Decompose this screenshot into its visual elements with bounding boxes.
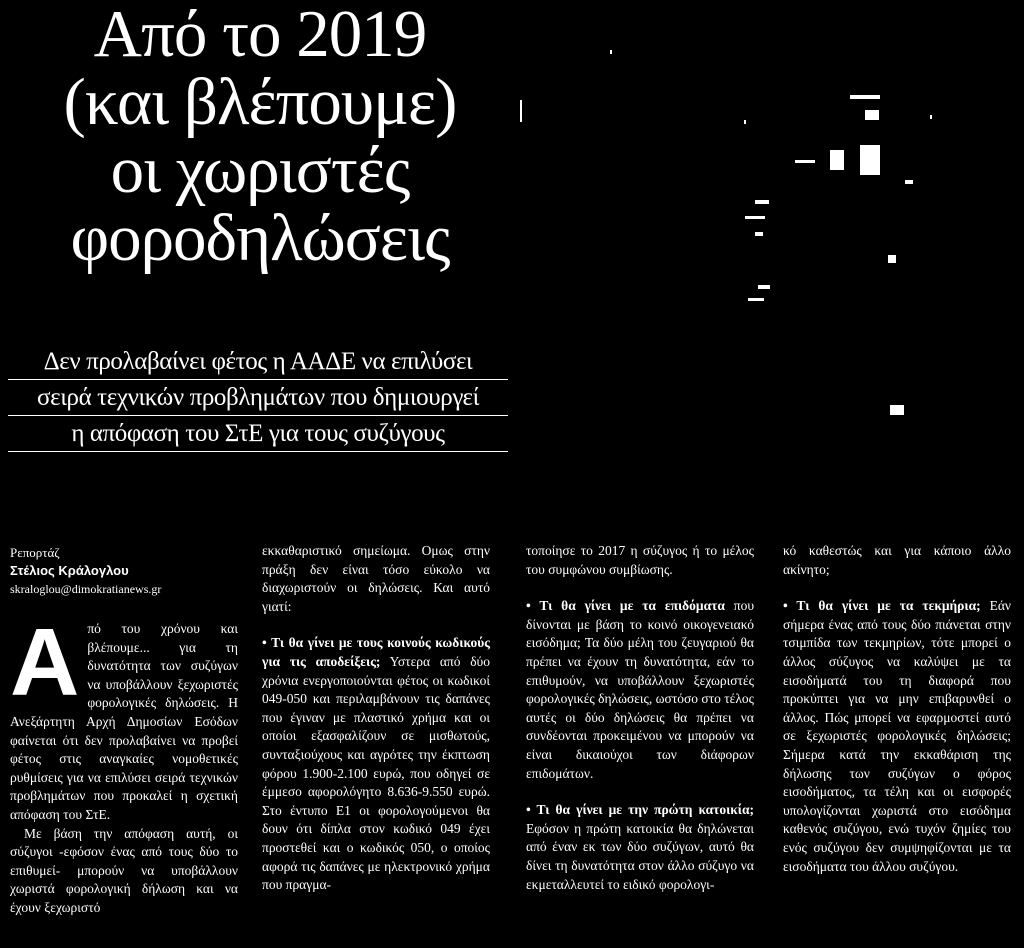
background-photo bbox=[520, 0, 1024, 520]
paragraph: εκκαθαριστικό σημείωμα. Ομως στην πράξη δεν είναι τόσο εύκολο να διαχωριστούν οι δηλώσεις. Και αυτό γιατί: bbox=[262, 543, 490, 614]
drop-cap: Α bbox=[10, 609, 80, 716]
byline bbox=[10, 544, 240, 598]
headline-line-1: Από το 2019 bbox=[93, 0, 427, 71]
subhead-line-2: σειρά τεχνικών προβλημάτων που δημιουργεί bbox=[8, 380, 508, 416]
paragraph: Με βάση την απόφαση αυτή, οι σύζυγοι -εφόσον ένας από τους δύο το επιθυμεί- μπορούν να υποβάλλουν χωριστά φορολογική δήλωση και να έχουν ξεχωριστό bbox=[10, 825, 238, 915]
article-column-3 bbox=[526, 542, 754, 894]
subhead-line-3: η απόφαση του ΣτΕ για τους συζύγους bbox=[8, 416, 508, 452]
article-column-4 bbox=[783, 542, 1011, 876]
subhead-line-1: Δεν προλαβαίνει φέτος η ΑΑΔΕ να επιλύσει bbox=[8, 344, 508, 380]
headline-line-4: φοροδηλώσεις bbox=[70, 201, 450, 275]
author-email: skraloglou@dimokratianews.gr bbox=[10, 582, 162, 596]
paragraph: κό καθεστώς και για κάποιο άλλο ακίνητο; bbox=[783, 543, 1011, 577]
bullet-question: • Τι θα γίνει με την πρώτη κατοικία; bbox=[526, 802, 754, 818]
bullet-question: • Τι θα γίνει με τους κοινούς κωδικούς για τις αποδείξεις; bbox=[262, 635, 490, 669]
bullet-text: που δίνονται με βάση το κοινό οικογενειακό εισόδημα; Τα δύο μέλη του ζευγαριού θα πρέπει να έχουν τη δυνατότητα, εάν το επιθυμούν, να υποβάλλουν ξεχωριστές φορολογικές δηλώσεις, ωστόσο στο τέλος αυτές οι δύο δηλώσεις θα πρέπει να συνδέονται προκειμένου να μπορούν να είναι δικαιούχοι των διάφορων επιδομάτων. bbox=[526, 598, 754, 781]
bullet-text: Εφόσον η πρώτη κατοικία θα δηλώνεται από έναν εκ των δύο συζύγων, αυτό θα δίνει τη δυνατότητα στον άλλο σύζυγο να εκμεταλλευτεί το ειδικό φορολογι- bbox=[526, 820, 754, 892]
headline-line-2: (και βλέπουμε) bbox=[63, 65, 457, 139]
bullet-text: Υστερα από δύο χρόνια ενεργοποιούνται φέτος οι κωδικοί 049-050 και περιλαμβάνουν τις δαπάνες που έγιναν με πλαστικό χρήμα και οι οποίοι εξασφαλίζουν σε μισθωτούς, συνταξιούχους και αγρότες την έκπτωση φόρου 1.900-2.100 ευρώ, που οδηγεί σε έμμεσο αφορολόγητο 8.636-9.550 ευρώ. Στο έντυπο Ε1 οι φορολογούμενοι θα δουν ότι δίπλα στον κωδικό 049 έχει προστεθεί και ο κωδικός 050, ο οποίος αφορά τις δαπάνες με ηλεκτρονικό χρήμα που πραγμα- bbox=[262, 653, 490, 893]
bullet-text: Εάν σήμερα ένας από τους δύο πιάνεται στην τσιμπίδα των τεκμηρίων, τότε μπορεί ο άλλος σύζυγος να καλύψει με τα εισοδήματά του τη διαφορά που προκύπτει για να μην επιβαρυνθεί ο άλλος. Πώς μπορεί να εφαρμοστεί αυτό σε ξεχωριστές φορολογικές δηλώσεις; Σήμερα κατά την εκκαθάριση της δήλωσης των συζύγων ο φόρος εισοδήματος, τα τέλη και οι εισφορές υπολογίζονται χωριστά στο εισόδημα καθενός συζύγου, ενώ τυχόν ζημίες του ενός συζύγου δεν συμψηφίζονται με τα εισοδήματα του άλλου συζύγου. bbox=[783, 598, 1011, 874]
bullet-question: • Τι θα γίνει με τα επιδόματα bbox=[526, 598, 725, 614]
author-name: Στέλιος Κράλογλου bbox=[10, 563, 129, 578]
bullet-question: • Τι θα γίνει με τα τεκμήρια; bbox=[783, 598, 981, 614]
paragraph: πό του χρόνου και βλέπουμε... για τη δυνατότητα των συζύγων να υποβάλλουν ξεχωριστές φορολογικές δηλώσεις. Η Ανεξάρτητη Αρχή Δημοσίων Εσόδων φαίνεται ότι δεν προλαβαίνει να προβεί φέτος στις αναγκαίες νομοθετικές ρυθμίσεις για να επιλύσει σειρά τεχνικών προβλημάτων που προκαλεί η σχετική απόφαση του ΣτΕ. bbox=[10, 621, 238, 822]
paragraph: τοποίησε το 2017 η σύζυγος ή το μέλος του συμφώνου συμβίωσης. bbox=[526, 543, 754, 577]
subheadline bbox=[8, 344, 508, 452]
article-column-1 bbox=[10, 609, 238, 918]
headline bbox=[0, 0, 520, 275]
section-label: Ρεπορτάζ bbox=[10, 545, 60, 560]
headline-line-3: οι χωριστές bbox=[110, 133, 410, 207]
article-column-2 bbox=[262, 542, 490, 895]
